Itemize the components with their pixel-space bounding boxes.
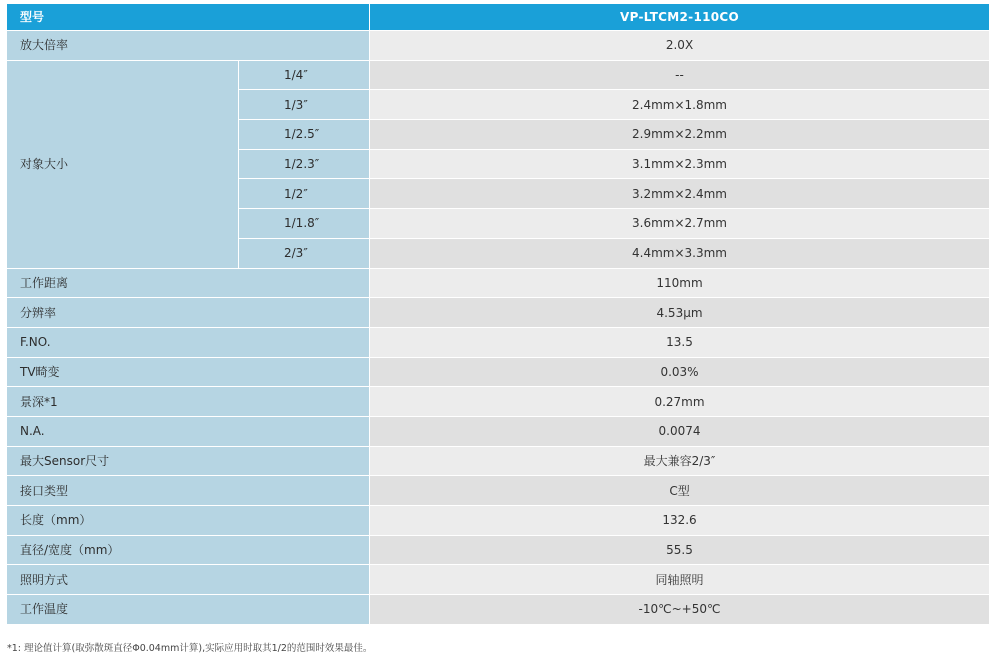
- table-row: [7, 387, 989, 417]
- tv-distortion-label: TV畸变: [7, 358, 369, 388]
- footnote: *1: 理论值计算(取弥散斑直径Φ0.04mm计算),实际应用时取其1/2的范围时效果最佳。: [7, 643, 373, 654]
- working-distance-label: 工作距离: [7, 269, 369, 299]
- table-row: [7, 31, 989, 61]
- illumination-value: 同轴照明: [369, 565, 989, 595]
- magnification-label: 放大倍率: [7, 31, 369, 61]
- object-size-value: 4.4mm×3.3mm: [369, 239, 989, 269]
- sensor-size-label: 1/4″: [238, 61, 369, 91]
- table-row: [7, 595, 989, 625]
- fno-value: 13.5: [369, 328, 989, 358]
- table-row: [7, 476, 989, 506]
- model-value: VP-LTCM2-110CO: [369, 4, 989, 31]
- sensor-size-label: 1/2.5″: [238, 120, 369, 150]
- magnification-value: 2.0X: [369, 31, 989, 61]
- table-row: [7, 417, 989, 447]
- resolution-label: 分辨率: [7, 298, 369, 328]
- diameter-label: 直径/宽度（mm）: [7, 536, 369, 566]
- sensor-size-label: 1/3″: [238, 90, 369, 120]
- object-size-value: --: [369, 61, 989, 91]
- sensor-size-label: 1/2.3″: [238, 150, 369, 180]
- max-sensor-label: 最大Sensor尺寸: [7, 447, 369, 477]
- sensor-size-label: 1/1.8″: [238, 209, 369, 239]
- table-row: [7, 565, 989, 595]
- model-label: 型号: [7, 4, 369, 31]
- depth-of-field-value: 0.27mm: [369, 387, 989, 417]
- numerical-aperture-value: 0.0074: [369, 417, 989, 447]
- table-row: [7, 358, 989, 388]
- numerical-aperture-label: N.A.: [7, 417, 369, 447]
- depth-of-field-label: 景深*1: [7, 387, 369, 417]
- table-row: [7, 298, 989, 328]
- operating-temperature-value: -10℃~+50℃: [369, 595, 989, 625]
- table-row: [7, 447, 989, 477]
- table-header-row: [7, 4, 989, 31]
- object-size-label: 对象大小: [7, 61, 238, 269]
- mount-type-value: C型: [369, 476, 989, 506]
- object-size-value: 3.6mm×2.7mm: [369, 209, 989, 239]
- fno-label: F.NO.: [7, 328, 369, 358]
- table-row: [7, 61, 989, 91]
- length-value: 132.6: [369, 506, 989, 536]
- table-row: [7, 536, 989, 566]
- table-row: [7, 269, 989, 299]
- diameter-value: 55.5: [369, 536, 989, 566]
- resolution-value: 4.53μm: [369, 298, 989, 328]
- spec-table: [7, 4, 989, 625]
- object-size-value: 2.9mm×2.2mm: [369, 120, 989, 150]
- table-row: [7, 328, 989, 358]
- sensor-size-label: 1/2″: [238, 179, 369, 209]
- max-sensor-value: 最大兼容2/3″: [369, 447, 989, 477]
- illumination-label: 照明方式: [7, 565, 369, 595]
- object-size-value: 2.4mm×1.8mm: [369, 90, 989, 120]
- object-size-value: 3.1mm×2.3mm: [369, 150, 989, 180]
- length-label: 长度（mm）: [7, 506, 369, 536]
- sensor-size-label: 2/3″: [238, 239, 369, 269]
- operating-temperature-label: 工作温度: [7, 595, 369, 625]
- table-row: [7, 506, 989, 536]
- tv-distortion-value: 0.03%: [369, 358, 989, 388]
- object-size-value: 3.2mm×2.4mm: [369, 179, 989, 209]
- mount-type-label: 接口类型: [7, 476, 369, 506]
- working-distance-value: 110mm: [369, 269, 989, 299]
